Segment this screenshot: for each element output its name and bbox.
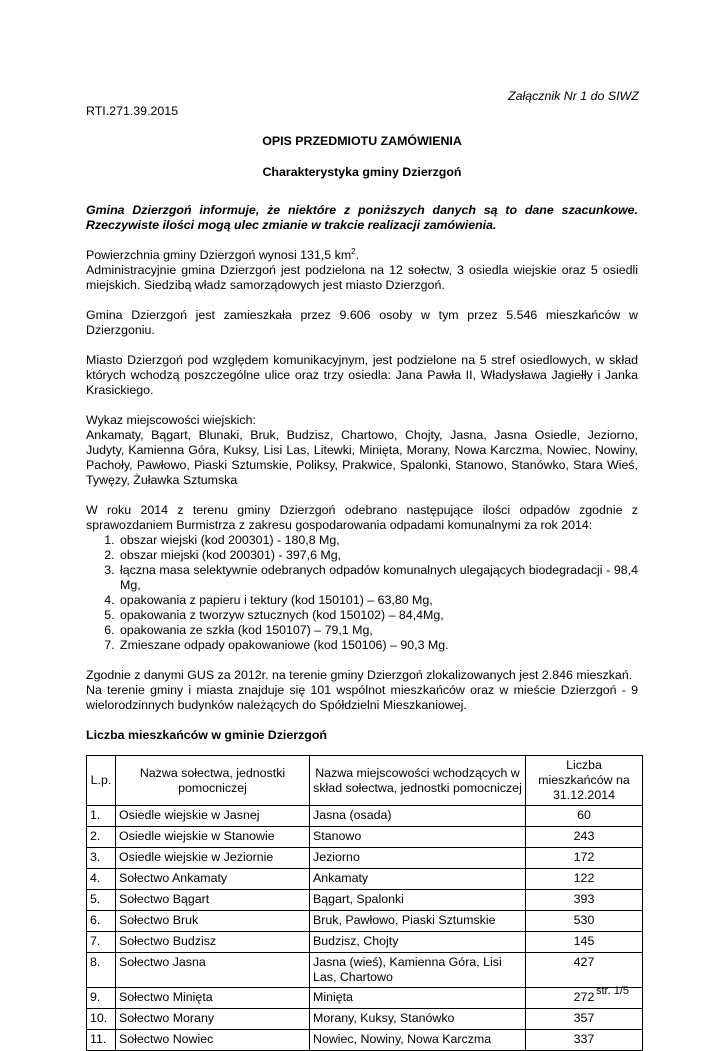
cell-residents: 122 [526, 869, 643, 890]
cell-lp: 1. [87, 806, 116, 827]
residents-table [86, 755, 643, 1051]
cell-residents: 427 [526, 953, 643, 988]
header-localities: Nazwa miejscowości wchodzących w skład sołectwa, jednostki pomocniczej [310, 756, 526, 806]
area-paragraph [86, 248, 638, 263]
villages-label: Wykaz miejscowości wiejskich: [86, 413, 256, 427]
cell-lp: 10. [87, 1009, 116, 1030]
cell-localities: Budzisz, Chojty [310, 932, 526, 953]
villages-list: Ankamaty, Bągart, Blunaki, Bruk, Budzisz, Chartowo, Chojty, Jasna, Jasna Osiedle, Jeziorno, Judyty, Kamienna Góra, Kuksy, Lisi Las, Litewki, Minięta, Morany, Nowa Karczma, Nowiec, Nowiny, Pachoły, Pawłowo, Piaski Sztumskie, Poliksy, Prakwice, Spalonki, Stanowo, Stanówko, Stara Wieś, Tywęzy, Żuławka Sztumska [86, 428, 638, 487]
table-row [87, 988, 643, 1009]
cell-unit: Osiedle wiejskie w Stanowie [116, 827, 310, 848]
table-row [87, 932, 643, 953]
cell-unit: Sołectwo Ankamaty [116, 869, 310, 890]
cell-lp: 8. [87, 953, 116, 988]
cell-residents: 337 [526, 1030, 643, 1051]
cell-localities: Jasna (osada) [310, 806, 526, 827]
gus-paragraph: Zgodnie z danymi GUS za 2012r. na terenie gminy Dzierzgoń zlokalizowanych jest 2.846 mieszkań. [86, 668, 633, 682]
area-suffix: . [355, 248, 360, 262]
table-row [87, 848, 643, 869]
page-number: str. 1/5 [596, 985, 630, 997]
cell-lp: 4. [87, 869, 116, 890]
population-paragraph: Gmina Dzierzgoń jest zamieszkała przez 9.606 osoby w tym przez 5.546 mieszkańców w Dzierzgoniu. [86, 308, 638, 337]
cell-lp: 5. [87, 890, 116, 911]
cell-unit: Sołectwo Minięta [116, 988, 310, 1009]
cell-localities: Minięta [310, 988, 526, 1009]
cell-localities: Morany, Kuksy, Stanówko [310, 1009, 526, 1030]
city-paragraph: Miasto Dzierzgoń pod względem komunikacyjnym, jest podzielone na 5 stref osiedlowych, w skład których wchodzą poszczególne ulice oraz trzy osiedla: Jana Pawła II, Władysława Jagiełły i Janka Krasickiego. [86, 353, 638, 397]
cell-lp: 6. [87, 911, 116, 932]
table-row [87, 911, 643, 932]
list-item: 2. obszar miejski (kod 200301) - 397,6 Mg, [118, 548, 638, 563]
cell-unit: Osiedle wiejskie w Jasnej [116, 806, 310, 827]
cell-lp: 3. [87, 848, 116, 869]
document-subtitle: Charakterystyka gminy Dzierzgoń [262, 165, 462, 179]
cell-localities: Jeziorno [310, 848, 526, 869]
table-row [87, 1009, 643, 1030]
table-row [87, 827, 643, 848]
header-residents: Liczba mieszkańców na 31.12.2014 [526, 756, 643, 806]
list-item: 4. opakowania z papieru i tektury (kod 150101) – 63,80 Mg, [118, 593, 638, 608]
waste-intro: W roku 2014 z terenu gminy Dzierzgoń odebrano następujące ilości odpadów zgodnie z sprawozdaniem Burmistrza z zakresu gospodarowania odpadami komunalnymi za rok 2014: [86, 503, 638, 532]
cell-unit: Sołectwo Bągart [116, 890, 310, 911]
cell-unit: Sołectwo Morany [116, 1009, 310, 1030]
cell-localities: Jasna (wieś), Kamienna Góra, Lisi Las, Chartowo [310, 953, 526, 988]
cell-localities: Nowiec, Nowiny, Nowa Karczma [310, 1030, 526, 1051]
cell-residents: 357 [526, 1009, 643, 1030]
cell-lp: 7. [87, 932, 116, 953]
table-title: Liczba mieszkańców w gminie Dzierzgoń [86, 728, 327, 742]
cell-residents: 272 [526, 988, 643, 1009]
cell-lp: 2. [87, 827, 116, 848]
list-item: 6. opakowania ze szkła (kod 150107) – 79,1 Mg, [118, 623, 638, 638]
table-row [87, 890, 643, 911]
document-body [86, 188, 638, 1051]
cell-unit: Sołectwo Jasna [116, 953, 310, 988]
table-row [87, 869, 643, 890]
attachment-label: Załącznik Nr 1 do SIWZ [508, 89, 639, 103]
cell-unit: Sołectwo Nowiec [116, 1030, 310, 1051]
cell-unit: Osiedle wiejskie w Jeziornie [116, 848, 310, 869]
admin-paragraph: Administracyjnie gmina Dzierzgoń jest podzielona na 12 sołectw, 3 osiedla wiejskie oraz 5 osiedli miejskich. Siedzibą władz samorządowych jest miasto Dzierzgoń. [86, 263, 638, 292]
cell-residents: 145 [526, 932, 643, 953]
cell-localities: Ankamaty [310, 869, 526, 890]
header-unit-name: Nazwa sołectwa, jednostki pomocniczej [116, 756, 310, 806]
cell-localities: Bągart, Spalonki [310, 890, 526, 911]
cell-residents: 530 [526, 911, 643, 932]
list-item: 7. Zmieszane odpady opakowaniowe (kod 150106) – 90,3 Mg. [118, 638, 638, 653]
cell-unit: Sołectwo Bruk [116, 911, 310, 932]
cell-localities: Bruk, Pawłowo, Piaski Sztumskie [310, 911, 526, 932]
area-exponent: 2 [351, 246, 356, 256]
cell-lp: 11. [87, 1030, 116, 1051]
disclaimer-note: Gmina Dzierzgoń informuje, że niektóre z poniższych danych są to dane szacunkowe. Rzeczywiste ilości mogą ulec zmianie w trakcie realizacji zamówienia. [86, 203, 638, 232]
cell-lp: 9. [87, 988, 116, 1009]
table-row [87, 806, 643, 827]
cell-localities: Stanowo [310, 827, 526, 848]
cell-unit: Sołectwo Budzisz [116, 932, 310, 953]
document-title: OPIS PRZEDMIOTU ZAMÓWIENIA [262, 134, 462, 148]
table-row [87, 953, 643, 988]
reference-number: RTI.271.39.2015 [86, 104, 179, 118]
waste-list [86, 533, 638, 653]
table-row [87, 1030, 643, 1051]
communities-paragraph: Na terenie gminy i miasta znajduje się 101 wspólnot mieszkańców oraz w mieście Dzierzgoń - 9 wielorodzinnych budynków należących do Spółdzielni Mieszkaniowej. [86, 683, 638, 712]
area-text: Powierzchnia gminy Dzierzgoń wynosi 131,5 km [86, 248, 352, 262]
list-item: 3. łączna masa selektywnie odebranych odpadów komunalnych ulegających biodegradacji - 98,4 Mg, [118, 563, 638, 593]
list-item: 1. obszar wiejski (kod 200301) - 180,8 Mg, [118, 533, 638, 548]
list-item: 5. opakowania z tworzyw sztucznych (kod 150102) – 84,4Mg, [118, 608, 638, 623]
cell-residents: 60 [526, 806, 643, 827]
table-header-row [87, 756, 643, 806]
cell-residents: 393 [526, 890, 643, 911]
header-lp: L.p. [87, 756, 116, 806]
cell-residents: 172 [526, 848, 643, 869]
cell-residents: 243 [526, 827, 643, 848]
